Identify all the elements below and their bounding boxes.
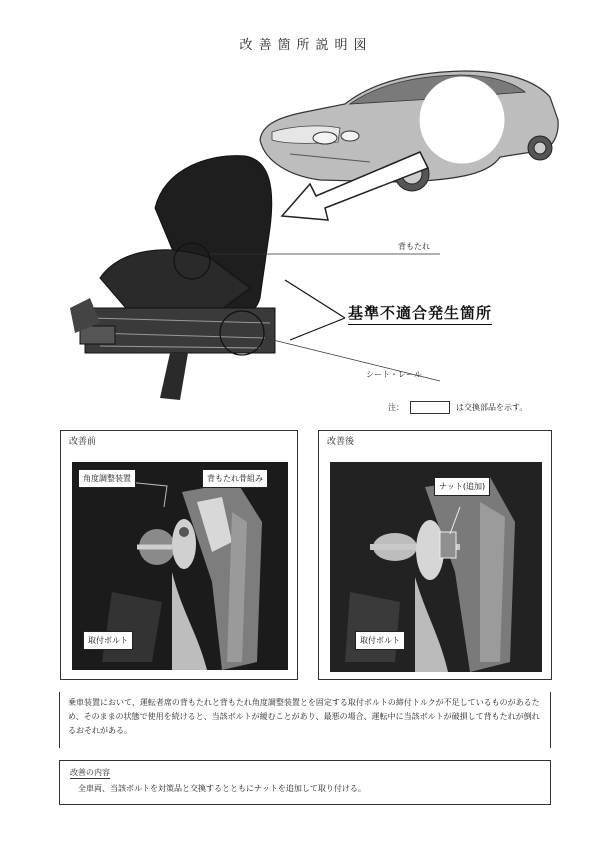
mounting-bolt-tag: 取付ボルト [83, 631, 133, 650]
improvement-box [59, 760, 551, 805]
seat-rail-label: シート・レール [366, 370, 422, 379]
note-prefix: 注： [388, 403, 404, 412]
defect-location-label: 基準不適合発生箇所 [348, 302, 492, 325]
after-panel-title: 改善後 [327, 437, 355, 447]
nut-added-tag: ナット(追加) [434, 477, 490, 496]
legend-box [410, 401, 450, 414]
before-panel [60, 430, 298, 680]
mounting-bolt-tag: 取付ボルト [355, 631, 405, 650]
improvement-body: 全車両、当該ボルトを対策品と交換するとともにナットを追加して取り付ける。 [78, 784, 366, 793]
seatback-frame-tag: 背もたれ骨組み [202, 469, 268, 488]
defect-description [59, 692, 551, 748]
after-panel [318, 430, 552, 680]
page-title: 改善箇所説明図 [239, 38, 373, 53]
seatback-label: 背もたれ [398, 242, 430, 251]
note-suffix: は交換部品を示す。 [456, 403, 528, 412]
before-panel-title: 改善前 [69, 437, 97, 447]
defect-description-text: 乗車装置において、運転者席の背もたれと背もたれ角度調整装置とを固定する取付ボルトの締付トルクが不足しているものがあるため、そのままの状態で使用を続けると、当該ボルトが緩むことがあり、最悪の場合、運転中に当該ボルトが破損して背もたれが倒れるおそれがある。 [68, 698, 540, 735]
replacement-note [388, 401, 527, 414]
angle-adjuster-tag: 角度調整装置 [78, 469, 136, 488]
improvement-heading: 改善の内容 [70, 768, 110, 777]
